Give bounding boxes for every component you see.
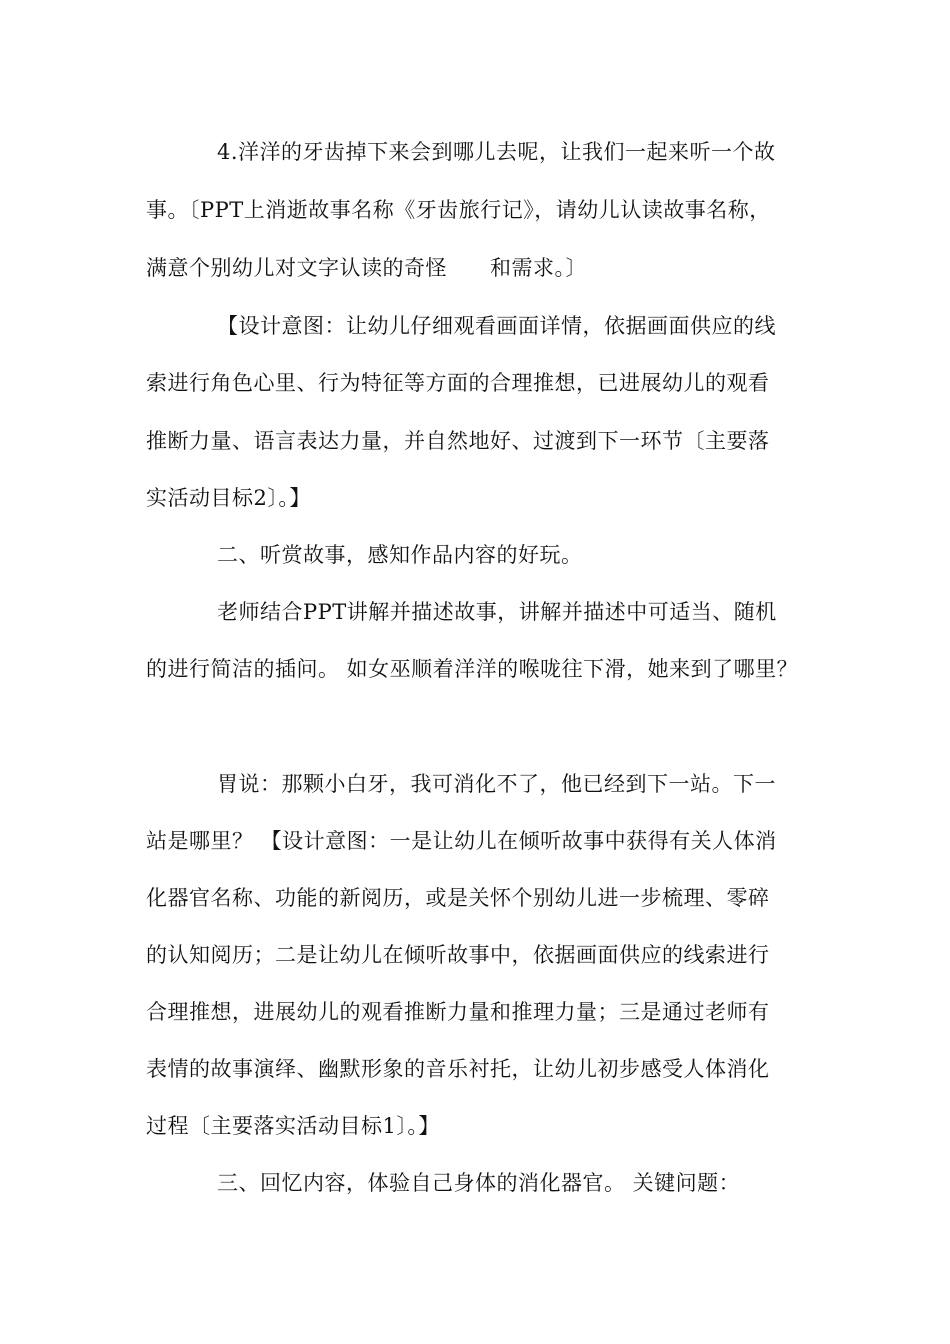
paragraph-line: 实活动目标2〕。】 bbox=[146, 486, 311, 510]
paragraph-line: 合理推想，进展幼儿的观看推断力量和推理力量；三是通过老师有 bbox=[146, 1000, 770, 1024]
paragraph-line: 的进行简洁的插问。 如女巫顺着洋洋的喉咙往下滑，她来到了哪里？ bbox=[146, 657, 799, 681]
section-heading: 三、回忆内容，体验自己身体的消化器官。 关键问题： bbox=[217, 1171, 741, 1195]
paragraph-line: 事。〔PPT上消逝故事名称《牙齿旅行记》，请幼儿认读故事名称， bbox=[146, 198, 771, 222]
paragraph-line: 过程〔主要落实活动目标1〕。】 bbox=[146, 1114, 440, 1138]
paragraph-line: 索进行角色心里、行为特征等方面的合理推想，已进展幼儿的观看 bbox=[146, 371, 770, 395]
paragraph-line: 表情的故事演绎、幽默形象的音乐衬托，让幼儿初步感受人体消化 bbox=[146, 1057, 770, 1081]
paragraph-line: 【设计意图：让幼儿仔细观看画面详情，依据画面供应的线 bbox=[217, 314, 776, 338]
section-heading: 二、听赏故事，感知作品内容的好玩。 bbox=[217, 543, 583, 567]
paragraph-line: 站是哪里？ 【设计意图：一是让幼儿在倾听故事中获得有关人体消 bbox=[146, 829, 777, 853]
paragraph-line: 4.洋洋的牙齿掉下来会到哪儿去呢，让我们一起来听一个故 bbox=[217, 140, 776, 164]
paragraph-line: 的认知阅历；二是让幼儿在倾听故事中，依据画面供应的线索进行 bbox=[146, 943, 770, 967]
paragraph-line: 胃说：那颗小白牙，我可消化不了，他已经到下一站。下一 bbox=[217, 772, 776, 796]
paragraph-line: 推断力量、语言表达力量，并自然地好、过渡到下一环节〔主要落 bbox=[146, 429, 770, 453]
paragraph-line: 老师结合PPT讲解并描述故事，讲解并描述中可适当、随机 bbox=[217, 600, 777, 624]
paragraph-line: 化器官名称、功能的新阅历，或是关怀个别幼儿进一步梳理、零碎 bbox=[146, 886, 770, 910]
paragraph-line: 满意个别幼儿对文字认读的奇怪 和需求。〕 bbox=[146, 256, 587, 280]
